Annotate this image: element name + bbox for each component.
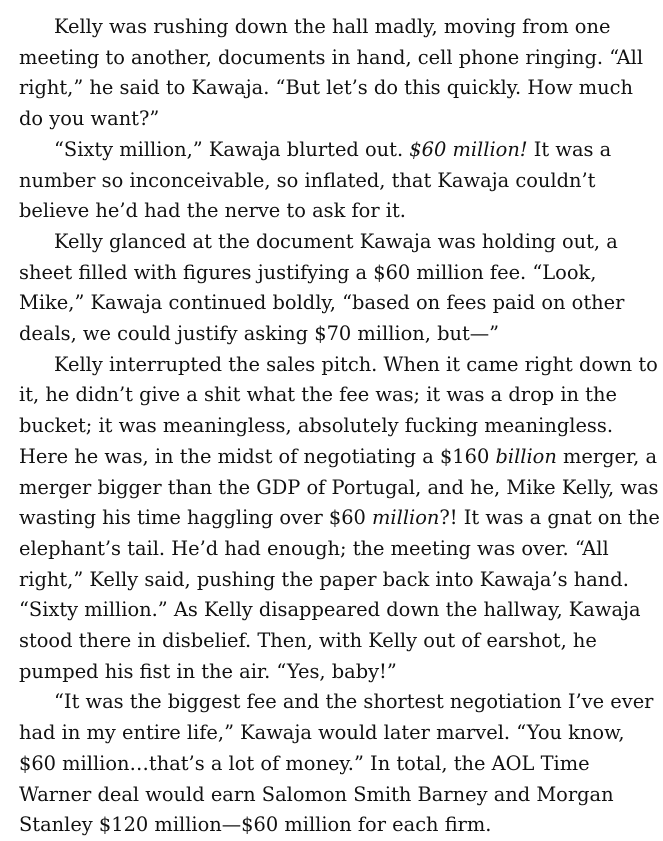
- text-line: [19, 718, 649, 749]
- text-run: merger bigger than the GDP of Portugal, and he, Mike Kelly, was: [19, 475, 659, 499]
- paragraph: [19, 135, 649, 227]
- text-line: [19, 135, 649, 166]
- text-run: “Sixty million.” As Kelly disappeared down the hallway, Kawaja: [19, 598, 641, 622]
- text-run: do you want?”: [19, 107, 160, 131]
- paragraph: [19, 687, 654, 841]
- text-line: [19, 288, 649, 319]
- text-line: [19, 196, 649, 227]
- text-line: [19, 595, 649, 626]
- text-run: “Sixty million,” Kawaja blurted out.: [54, 137, 410, 161]
- text-run: Here he was, in the midst of negotiating a $160: [19, 444, 496, 468]
- text-run: deals, we could justify asking $70 million, but—”: [19, 322, 500, 346]
- text-run: Kelly interrupted the sales pitch. When it came right down to: [54, 352, 658, 376]
- text-line: [19, 473, 659, 504]
- text-line: [19, 810, 649, 841]
- text-line: [19, 319, 649, 350]
- text-line: [19, 780, 649, 811]
- text-run: right,” he said to Kawaja. “But let’s do this quickly. How much: [19, 76, 633, 100]
- paragraph: [19, 350, 660, 688]
- italic-text: billion: [495, 444, 557, 468]
- text-run: Warner deal would earn Salomon Smith Barney and Morgan: [19, 782, 614, 806]
- text-run: wasting his time haggling over $60: [19, 506, 373, 530]
- text-line: [19, 626, 649, 657]
- text-line: [19, 657, 649, 688]
- paragraph: [19, 227, 649, 350]
- text-line: [19, 104, 649, 135]
- text-line: [19, 73, 649, 104]
- text-run: ?! It was a gnat on the: [439, 506, 660, 530]
- text-run: meeting to another, documents in hand, cell phone ringing. “All: [19, 45, 644, 69]
- text-run: merger, a: [556, 444, 658, 468]
- text-run: number so inconceivable, so inflated, that Kawaja couldn’t: [19, 168, 596, 192]
- text-run: $60 million…that’s a lot of money.” In total, the AOL Time: [19, 751, 590, 775]
- text-line: [19, 227, 649, 258]
- text-run: stood there in disbelief. Then, with Kelly out of earshot, he: [19, 629, 597, 653]
- text-line: [19, 749, 649, 780]
- text-run: “It was the biggest fee and the shortest negotiation I’ve ever: [54, 690, 654, 714]
- text-line: [19, 503, 660, 534]
- text-run: bucket; it was meaningless, absolutely fucking meaningless.: [19, 414, 613, 438]
- text-line: [19, 565, 649, 596]
- text-run: pumped his fist in the air. “Yes, baby!”: [19, 659, 397, 683]
- text-line: [19, 380, 649, 411]
- text-run: had in my entire life,” Kawaja would later marvel. “You know,: [19, 721, 625, 745]
- text-run: it, he didn’t give a shit what the fee was; it was a drop in the: [19, 383, 617, 407]
- text-run: sheet filled with figures justifying a $60 million fee. “Look,: [19, 260, 597, 284]
- book-page-text: [19, 12, 660, 841]
- text-run: believe he’d had the nerve to ask for it.: [19, 199, 406, 223]
- text-run: Stanley $120 million—$60 million for each firm.: [19, 813, 492, 837]
- paragraph: [19, 12, 649, 135]
- italic-text: $60 million!: [409, 137, 528, 161]
- text-line: [19, 258, 649, 289]
- text-line: [19, 12, 649, 43]
- text-run: Kelly glanced at the document Kawaja was holding out, a: [54, 229, 618, 253]
- text-run: elephant’s tail. He’d had enough; the meeting was over. “All: [19, 536, 609, 560]
- text-line: [19, 687, 654, 718]
- italic-text: million: [372, 506, 440, 530]
- text-line: [19, 43, 649, 74]
- text-run: Kelly was rushing down the hall madly, moving from one: [54, 15, 611, 38]
- text-run: Mike,” Kawaja continued boldly, “based on fees paid on other: [19, 291, 625, 315]
- text-run: It was a: [527, 137, 612, 161]
- text-line: [19, 534, 649, 565]
- text-run: right,” Kelly said, pushing the paper back into Kawaja’s hand.: [19, 567, 629, 591]
- text-line: [19, 411, 649, 442]
- text-line: [19, 166, 649, 197]
- text-line: [19, 350, 658, 381]
- text-line: [19, 442, 658, 473]
